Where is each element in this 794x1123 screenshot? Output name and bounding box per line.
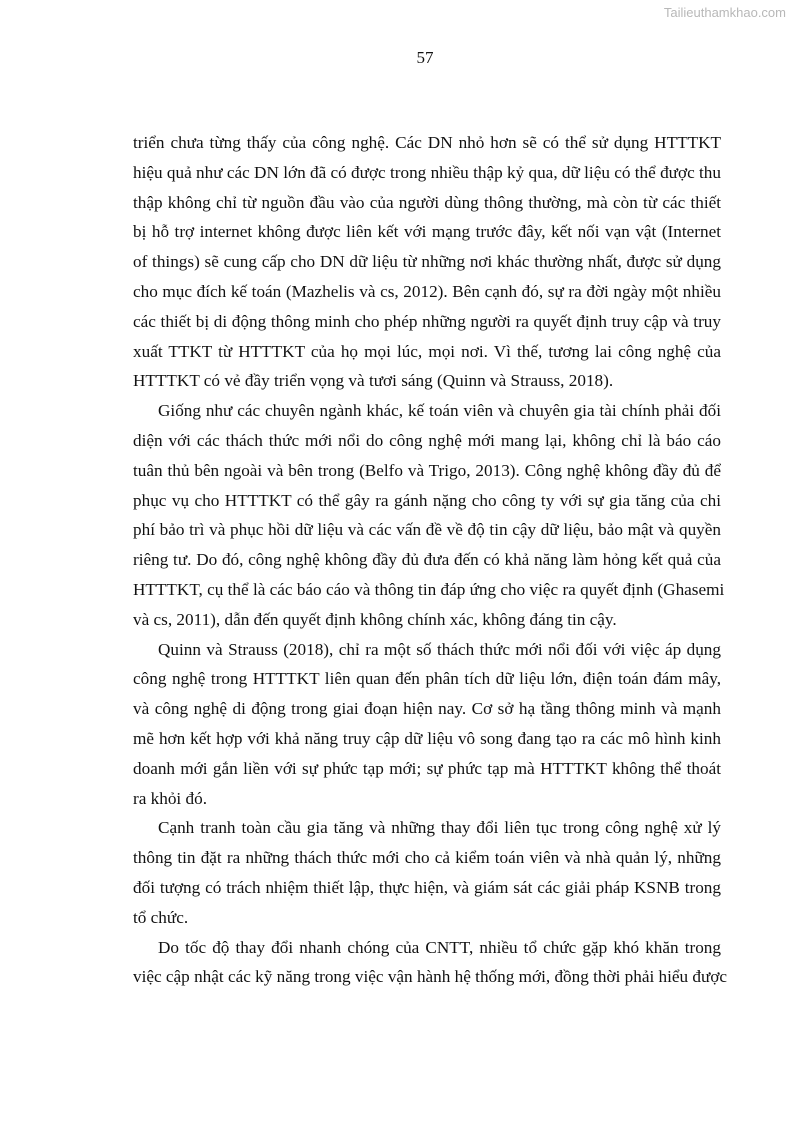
text-line: riêng tư. Do đó, công nghệ không đầy đủ đưa đến có khả năng làm hỏng kết quả của <box>133 550 721 570</box>
text-line: các thiết bị di động thông minh cho phép những người ra quyết định truy cập và truy <box>133 311 721 331</box>
text-line: Do tốc độ thay đổi nhanh chóng của CNTT, nhiều tổ chức gặp khó khăn trong <box>158 937 721 957</box>
paragraph <box>133 128 721 396</box>
text-line: triển chưa từng thấy của công nghệ. Các DN nhỏ hơn sẽ có thể sử dụng HTTTKT <box>133 133 721 152</box>
text-line: tuân thủ bên ngoài và bên trong (Belfo và Trigo, 2013). Công nghệ không đầy đủ để <box>133 460 721 480</box>
text-line: HTTTKT có vẻ đầy triển vọng và tươi sáng (Quinn và Strauss, 2018). <box>133 371 614 391</box>
paragraph <box>133 813 721 932</box>
text-line: cho mục đích kế toán (Mazhelis và cs, 2012). Bên cạnh đó, sự ra đời ngày một nhiều <box>133 281 721 301</box>
text-line: Quinn và Strauss (2018), chỉ ra một số thách thức mới nổi đối với việc áp dụng <box>158 639 721 659</box>
text-line: phí bảo trì và phục hồi dữ liệu và các vấn đề về độ tin cậy dữ liệu, bảo mật và quyền <box>133 520 721 540</box>
text-line: công nghệ trong HTTTKT liên quan đến phân tích dữ liệu lớn, điện toán đám mây, <box>133 669 721 689</box>
paragraph <box>133 933 728 993</box>
text-line: và cs, 2011), dẫn đến quyết định không chính xác, không đáng tin cậy. <box>133 609 617 629</box>
watermark: Tailieuthamkhao.com <box>663 5 786 20</box>
text-line: thập không chỉ từ nguồn đầu vào của người dùng thông thường, mà còn từ các thiết <box>133 192 721 212</box>
text-line: đối tượng có trách nhiệm thiết lập, thực hiện, và giám sát các giải pháp KSNB trong <box>133 877 721 897</box>
text-line: Cạnh tranh toàn cầu gia tăng và những thay đổi liên tục trong công nghệ xử lý <box>158 818 721 838</box>
text-line: HTTTKT, cụ thể là các báo cáo và thông tin đáp ứng cho việc ra quyết định (Ghasemi <box>133 579 725 599</box>
paragraph <box>133 635 721 814</box>
page-number: 57 <box>416 48 434 67</box>
text-line: tổ chức. <box>133 907 189 927</box>
text-line: doanh mới gắn liền với sự phức tạp mới; sự phức tạp mà HTTTKT không thể thoát <box>133 758 721 778</box>
text-line: và công nghệ di động trong giai đoạn hiện nay. Cơ sở hạ tầng thông minh và mạnh <box>133 699 721 719</box>
text-line: thông tin đặt ra những thách thức mới cho cả kiểm toán viên và nhà quản lý, những <box>133 848 721 868</box>
text-line: phục vụ cho HTTTKT có thể gây ra gánh nặng cho công ty với sự gia tăng của chi <box>133 490 721 510</box>
text-line: mẽ hơn kết hợp với khả năng truy cập dữ liệu vô song đang tạo ra các mô hình kinh <box>133 728 721 748</box>
text-line: hiệu quả như các DN lớn đã có được trong nhiều thập kỷ qua, dữ liệu có thể được thu <box>133 162 721 182</box>
text-line: Giống như các chuyên ngành khác, kế toán viên và chuyên gia tài chính phải đối <box>158 401 721 421</box>
text-line: xuất TTKT từ HTTTKT của họ mọi lúc, mọi nơi. Vì thế, tương lai công nghệ của <box>133 341 721 361</box>
text-line: of things) sẽ cung cấp cho DN dữ liệu từ những nơi khác thường nhất, được sử dụng <box>133 252 721 272</box>
text-line: bị hỗ trợ internet không được liên kết với mạng trước đây, kết nối vạn vật (Internet <box>133 222 721 242</box>
document-body <box>133 128 728 992</box>
text-line: việc cập nhật các kỹ năng trong việc vận hành hệ thống mới, đồng thời phải hiểu được <box>133 967 728 987</box>
text-line: ra khỏi đó. <box>133 788 207 808</box>
paragraph <box>133 396 725 634</box>
text-line: diện với các thách thức mới nổi do công nghệ mới mang lại, không chỉ là báo cáo <box>133 430 721 450</box>
